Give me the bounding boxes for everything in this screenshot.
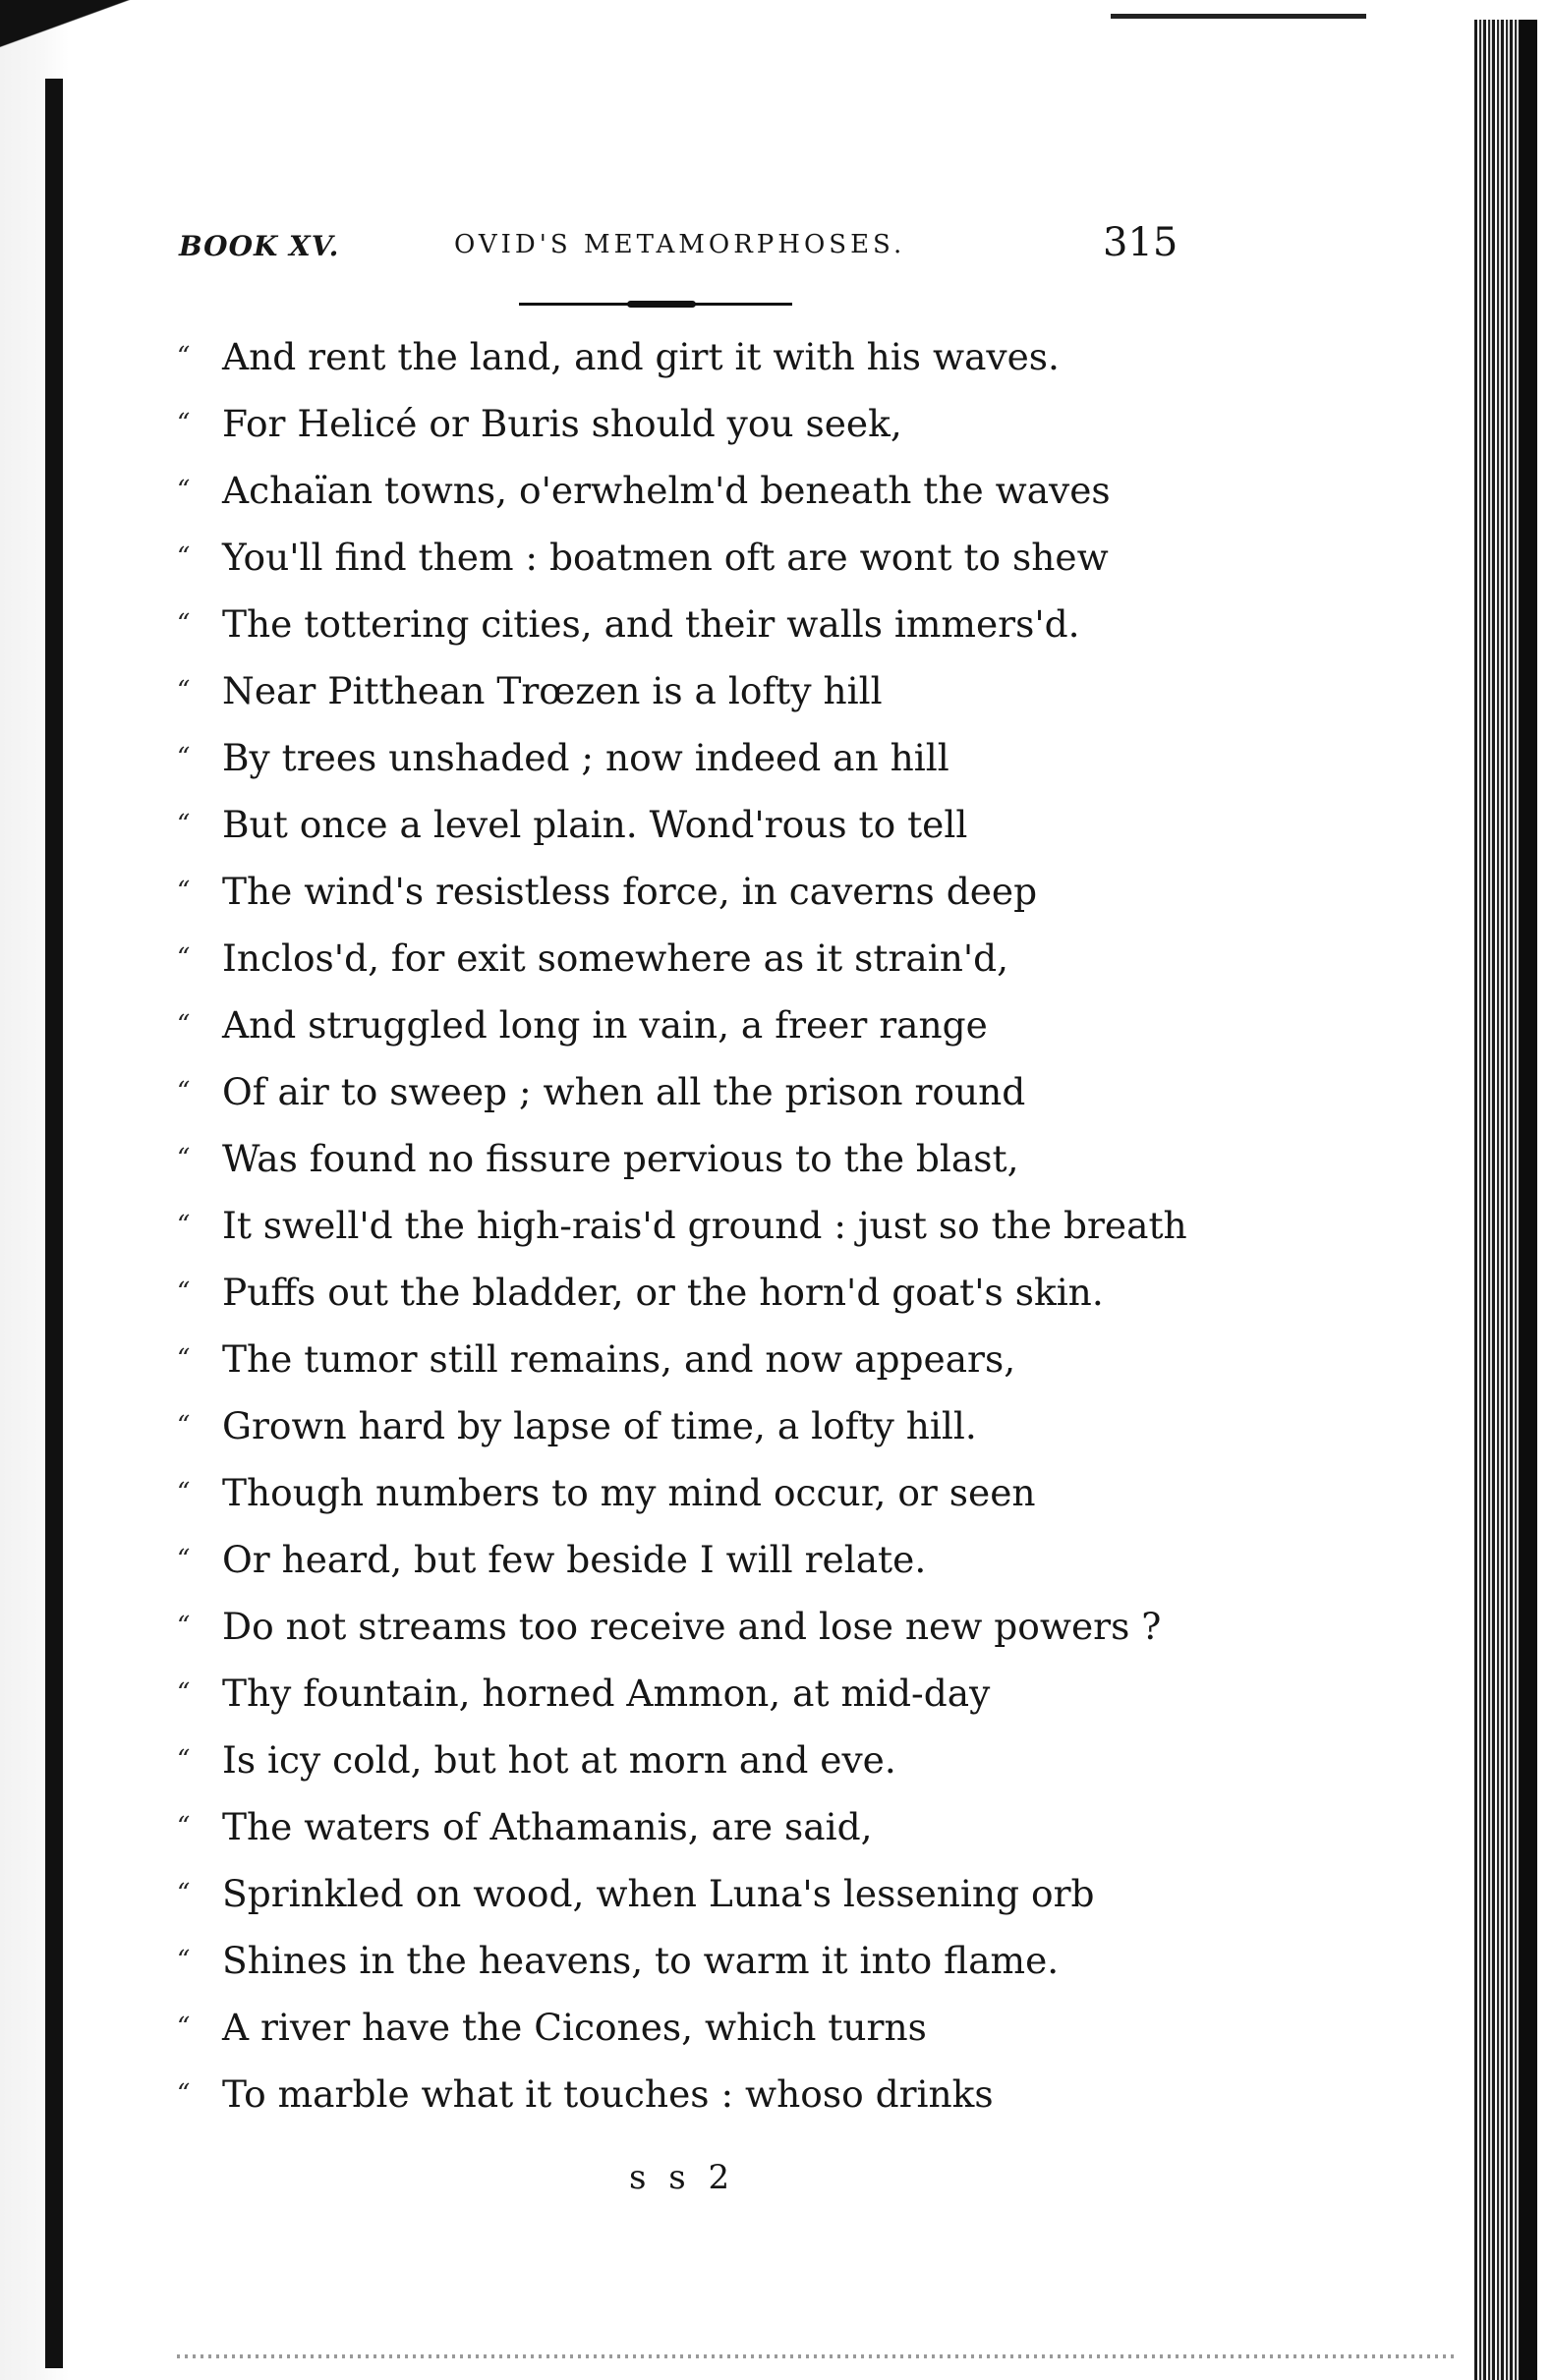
quotation-mark: “ (177, 342, 191, 371)
verse-line (177, 399, 1317, 466)
verse-line (177, 2069, 1317, 2136)
quotation-mark: “ (177, 1277, 191, 1307)
verse-line (177, 599, 1317, 666)
quotation-mark: “ (177, 1879, 191, 1908)
running-header (0, 216, 1474, 275)
verse-line (177, 867, 1317, 934)
quotation-mark: “ (177, 1812, 191, 1842)
quotation-mark: “ (177, 1612, 191, 1641)
verse-line-text: Thy fountain, horned Ammon, at mid-day (222, 1672, 991, 1715)
quotation-mark: “ (177, 1344, 191, 1374)
verse-line (177, 666, 1317, 733)
scan-top-mark (1111, 14, 1366, 19)
quotation-mark: “ (177, 743, 191, 772)
verse-line-text: Sprinkled on wood, when Luna's lessening orb (222, 1872, 1095, 1915)
verse-line-text: You'll find them : boatmen oft are wont to shew (222, 536, 1109, 579)
scan-bottom-noise (177, 2354, 1455, 2358)
verse-line-text: But once a level plain. Wond'rous to tell (222, 803, 968, 846)
verse-line-text: Grown hard by lapse of time, a lofty hill. (222, 1404, 977, 1447)
verse-line (177, 1936, 1317, 2003)
verse-line-text: Of air to sweep ; when all the prison round (222, 1070, 1026, 1113)
verse-line-text: It swell'd the high-rais'd ground : just so the breath (222, 1204, 1187, 1247)
quotation-mark: “ (177, 2012, 191, 2042)
verse-line-text: By trees unshaded ; now indeed an hill (222, 736, 949, 779)
quotation-mark: “ (177, 1478, 191, 1507)
verse-line (177, 1268, 1317, 1334)
verse-line (177, 2003, 1317, 2069)
verse-line-text: Though numbers to my mind occur, or seen (222, 1471, 1036, 1514)
quotation-mark: “ (177, 1545, 191, 1574)
verse-line (177, 1401, 1317, 1468)
verse-line-text: And rent the land, and girt it with his waves. (222, 335, 1060, 378)
verse-line-text: Or heard, but few beside I will relate. (222, 1538, 927, 1581)
verse-line-text: Puffs out the bladder, or the horn'd goat's skin. (222, 1271, 1104, 1314)
verse-line (177, 533, 1317, 599)
quotation-mark: “ (177, 2079, 191, 2109)
verse-line (177, 466, 1317, 533)
quotation-mark: “ (177, 943, 191, 973)
verse-line (177, 1067, 1317, 1134)
quotation-mark: “ (177, 609, 191, 639)
verse-line-text: Near Pitthean Trœzen is a lofty hill (222, 669, 883, 712)
verse-line (177, 1802, 1317, 1869)
verse-line (177, 1535, 1317, 1602)
verse-line-text: A river have the Cicones, which turns (222, 2006, 927, 2049)
verse-line (177, 1602, 1317, 1669)
header-ornament-rule (519, 303, 792, 306)
verse-line (177, 1869, 1317, 1936)
corner-flap (0, 0, 157, 59)
verse-line-text: Is icy cold, but hot at morn and eve. (222, 1738, 896, 1782)
printer-signature: s s 2 (629, 2158, 736, 2197)
quotation-mark: “ (177, 1745, 191, 1775)
verse-line-text: The waters of Athamanis, are said, (222, 1805, 873, 1848)
binding-shadow (45, 79, 63, 2368)
quotation-mark: “ (177, 1411, 191, 1441)
quotation-mark: “ (177, 676, 191, 706)
verse-line-text: The tumor still remains, and now appears, (222, 1337, 1016, 1381)
quotation-mark: “ (177, 542, 191, 572)
verse-line-text: For Helicé or Buris should you seek, (222, 402, 902, 445)
verse-line (177, 1669, 1317, 1735)
verse-line (177, 1201, 1317, 1268)
page-edge-stack (1474, 20, 1537, 2380)
running-title: OVID'S METAMORPHOSES. (454, 230, 906, 259)
verse-line-text: Was found no fissure pervious to the blast, (222, 1137, 1019, 1180)
verse-line (177, 332, 1317, 399)
quotation-mark: “ (177, 1946, 191, 1975)
verse-line (177, 1134, 1317, 1201)
verse-line-text: To marble what it touches : whoso drinks (222, 2072, 994, 2116)
quotation-mark: “ (177, 476, 191, 505)
verse-line (177, 733, 1317, 800)
quotation-mark: “ (177, 1144, 191, 1173)
verse-line (177, 1468, 1317, 1535)
verse-line-text: The wind's resistless force, in caverns deep (222, 870, 1038, 913)
page-number: 315 (1103, 220, 1178, 265)
verse-line-text: Do not streams too receive and lose new powers ? (222, 1605, 1162, 1648)
verse-line-text: Shines in the heavens, to warm it into flame. (222, 1939, 1060, 1982)
quotation-mark: “ (177, 1010, 191, 1040)
quotation-mark: “ (177, 810, 191, 839)
verse-line-text: The tottering cities, and their walls immers'd. (222, 602, 1080, 646)
quotation-mark: “ (177, 1077, 191, 1106)
verse-line-text: And struggled long in vain, a freer range (222, 1003, 988, 1047)
verse-line (177, 1000, 1317, 1067)
quotation-mark: “ (177, 1678, 191, 1708)
quotation-mark: “ (177, 877, 191, 906)
book-label: BOOK XV. (179, 230, 340, 262)
verse-line (177, 1735, 1317, 1802)
quotation-mark: “ (177, 409, 191, 438)
verse-line-text: Inclos'd, for exit somewhere as it strain'd, (222, 936, 1009, 980)
verse-line (177, 934, 1317, 1000)
verse-line-text: Achaïan towns, o'erwhelm'd beneath the waves (222, 469, 1111, 512)
quotation-mark: “ (177, 1211, 191, 1240)
verse-line (177, 800, 1317, 867)
verse-line (177, 1334, 1317, 1401)
